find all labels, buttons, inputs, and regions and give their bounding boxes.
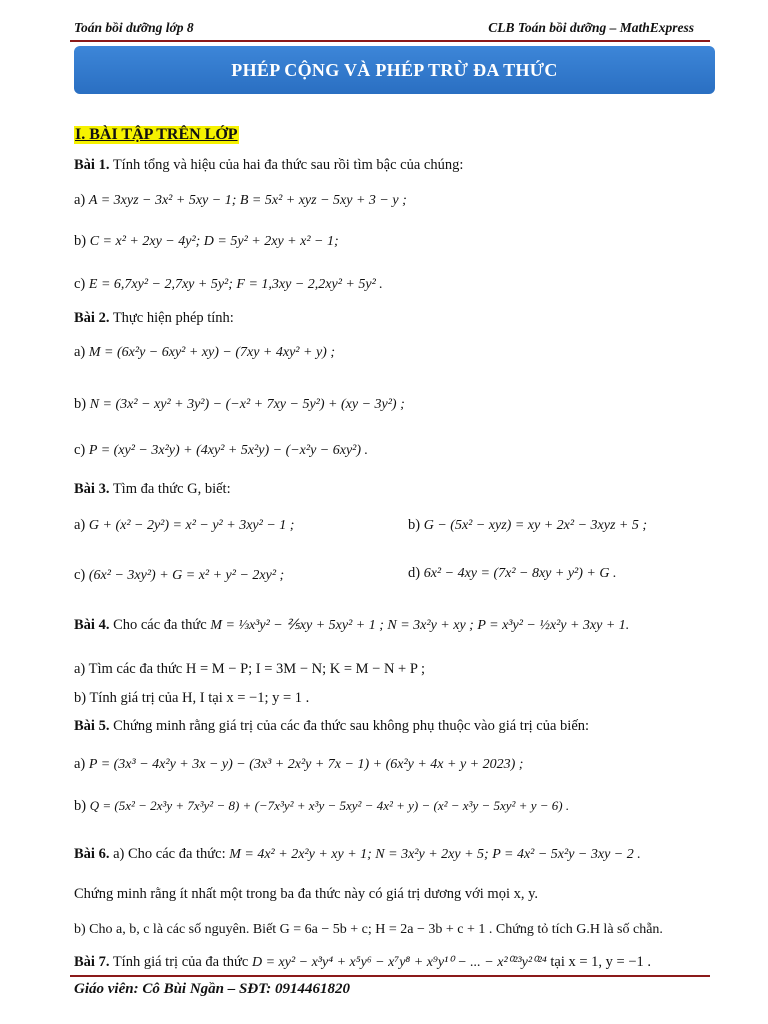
item-label: b) <box>408 517 421 533</box>
math-expression: C = x² + 2xy − 4y²; D = 5y² + 2xy + x² − 1; <box>89 234 339 249</box>
exercise-5b <box>74 798 569 815</box>
footer-teacher: Giáo viên: Cô Bùi Ngần – SĐT: 0914461820 <box>74 981 350 997</box>
math-expression: (6x² − 3xy²) + G = x² + y² − 2xy² ; <box>88 568 285 583</box>
item-label: d) <box>408 565 421 581</box>
exercise-6-line3: b) Cho a, b, c là các số nguyên. Biết G = 6a − 5b + c; H = 2a − 3b + c + 1 . Chứng tỏ tích G.H là số chẵn. <box>74 922 663 937</box>
exercise-3-text: Tìm đa thức G, biết: <box>112 481 231 497</box>
exercise-5-prompt <box>74 718 589 735</box>
exercise-4-prompt <box>74 617 629 634</box>
item-label: c) <box>74 442 86 458</box>
math-expression: Q = (5x² − 2x³y + 7x³y² − 8) + (−7x³y² + x³y − 5xy² − 4x² + y) − (x² − x³y − 5xy² + y − 6) . <box>89 798 570 813</box>
exercise-3-prompt <box>74 481 231 498</box>
math-expression: G + (x² − 2y²) = x² − y² + 3xy² − 1 ; <box>88 518 295 533</box>
item-label: a) <box>74 192 86 208</box>
exercise-1-label: Bài 1. <box>74 157 110 173</box>
exercise-7-prompt <box>74 954 651 971</box>
exercise-6-line2: Chứng minh rằng ít nhất một trong ba đa thức này có giá trị dương với mọi x, y. <box>74 886 539 902</box>
exercise-7-tail: tại x = 1, y = −1 . <box>550 954 652 970</box>
math-expression: D = xy² − x³y⁴ + x⁵y⁶ − x⁷y⁸ + x⁹y¹⁰ − ... − x²⁰²³y²⁰²⁴ <box>251 955 547 970</box>
exercise-1b <box>74 233 339 250</box>
exercise-5a <box>74 756 523 773</box>
math-expression: M = (6x²y − 6xy² + xy) − (7xy + 4xy² + y) ; <box>88 345 335 360</box>
exercise-7-label: Bài 7. <box>74 954 110 970</box>
math-expression: P = (3x³ − 4x²y + 3x − y) − (3x³ + 2x²y + 7x − 1) + (6x²y + 4x + y + 2023) ; <box>88 757 524 772</box>
exercise-6-text: a) Cho các đa thức: <box>113 846 226 862</box>
math-expression: 6x² − 4xy = (7x² − 8xy + y²) + G . <box>423 566 617 581</box>
header-right: CLB Toán bồi dưỡng – MathExpress <box>488 20 694 35</box>
item-label: b) <box>74 233 87 249</box>
math-expression: M = 4x² + 2x²y + xy + 1; N = 3x²y + 2xy + 5; P = 4x² − 5x²y − 3xy − 2 . <box>229 847 641 862</box>
title-banner <box>74 46 715 94</box>
exercise-1-prompt <box>74 157 463 174</box>
exercise-2b <box>74 396 405 413</box>
exercise-1c <box>74 276 383 293</box>
exercise-6-label: Bài 6. <box>74 846 110 862</box>
exercise-6-prompt <box>74 846 641 863</box>
item-label: a) <box>74 344 86 360</box>
exercise-2a <box>74 344 335 361</box>
header-rule <box>70 40 710 42</box>
item-label: c) <box>74 276 86 292</box>
exercise-3c <box>74 567 284 584</box>
exercise-4-text: Cho các đa thức <box>113 617 207 633</box>
header-left: Toán bồi dưỡng lớp 8 <box>74 20 194 35</box>
item-label: b) <box>74 798 87 814</box>
math-expression: N = (3x² − xy² + 3y²) − (−x² + 7xy − 5y²) + (xy − 3y²) ; <box>89 397 405 412</box>
exercise-4-label: Bài 4. <box>74 617 110 633</box>
exercise-7-text: Tính giá trị của đa thức <box>112 954 249 970</box>
item-label: a) <box>74 756 86 772</box>
exercise-5-label: Bài 5. <box>74 718 110 734</box>
exercise-3b <box>408 517 647 534</box>
item-label: a) <box>74 517 86 533</box>
exercise-3a <box>74 517 294 534</box>
item-label: c) <box>74 567 86 583</box>
math-expression: P = (xy² − 3x²y) + (4xy² + 5x²y) − (−x²y − 6xy²) . <box>88 443 369 458</box>
math-expression: E = 6,7xy² − 2,7xy + 5y²; F = 1,3xy − 2,2xy² + 5y² . <box>88 277 383 292</box>
footer-rule <box>70 975 710 977</box>
exercise-5-text: Chứng minh rằng giá trị của các đa thức sau không phụ thuộc vào giá trị của biến: <box>113 718 590 734</box>
exercise-3d <box>408 565 616 582</box>
exercise-2-label: Bài 2. <box>74 310 110 326</box>
math-expression: M = ⅓x³y² − ⅖xy + 5xy² + 1 ; N = 3x²y + xy ; P = x³y² − ½x²y + 3xy + 1. <box>210 618 630 633</box>
math-expression: A = 3xyz − 3x² + 5xy − 1; B = 5x² + xyz − 5xy + 3 − y ; <box>88 193 407 208</box>
section-heading: I. BÀI TẬP TRÊN LỚP <box>75 126 238 143</box>
page-title: PHÉP CỘNG VÀ PHÉP TRỪ ĐA THỨC <box>231 59 558 80</box>
exercise-2c <box>74 442 368 459</box>
exercise-1-text: Tính tổng và hiệu của hai đa thức sau rồi tìm bậc của chúng: <box>112 157 464 173</box>
math-expression: G − (5x² − xyz) = xy + 2x² − 3xyz + 5 ; <box>423 518 648 533</box>
page-header <box>74 20 694 38</box>
exercise-3-label: Bài 3. <box>74 481 110 497</box>
exercise-4a: a) Tìm các đa thức H = M − P; I = 3M − N; K = M − N + P ; <box>74 661 426 677</box>
exercise-4b: b) Tính giá trị của H, I tại x = −1; y = 1 . <box>74 690 310 706</box>
exercise-1a <box>74 192 407 209</box>
item-label: b) <box>74 396 87 412</box>
exercise-2-text: Thực hiện phép tính: <box>112 310 234 326</box>
exercise-2-prompt <box>74 310 234 327</box>
